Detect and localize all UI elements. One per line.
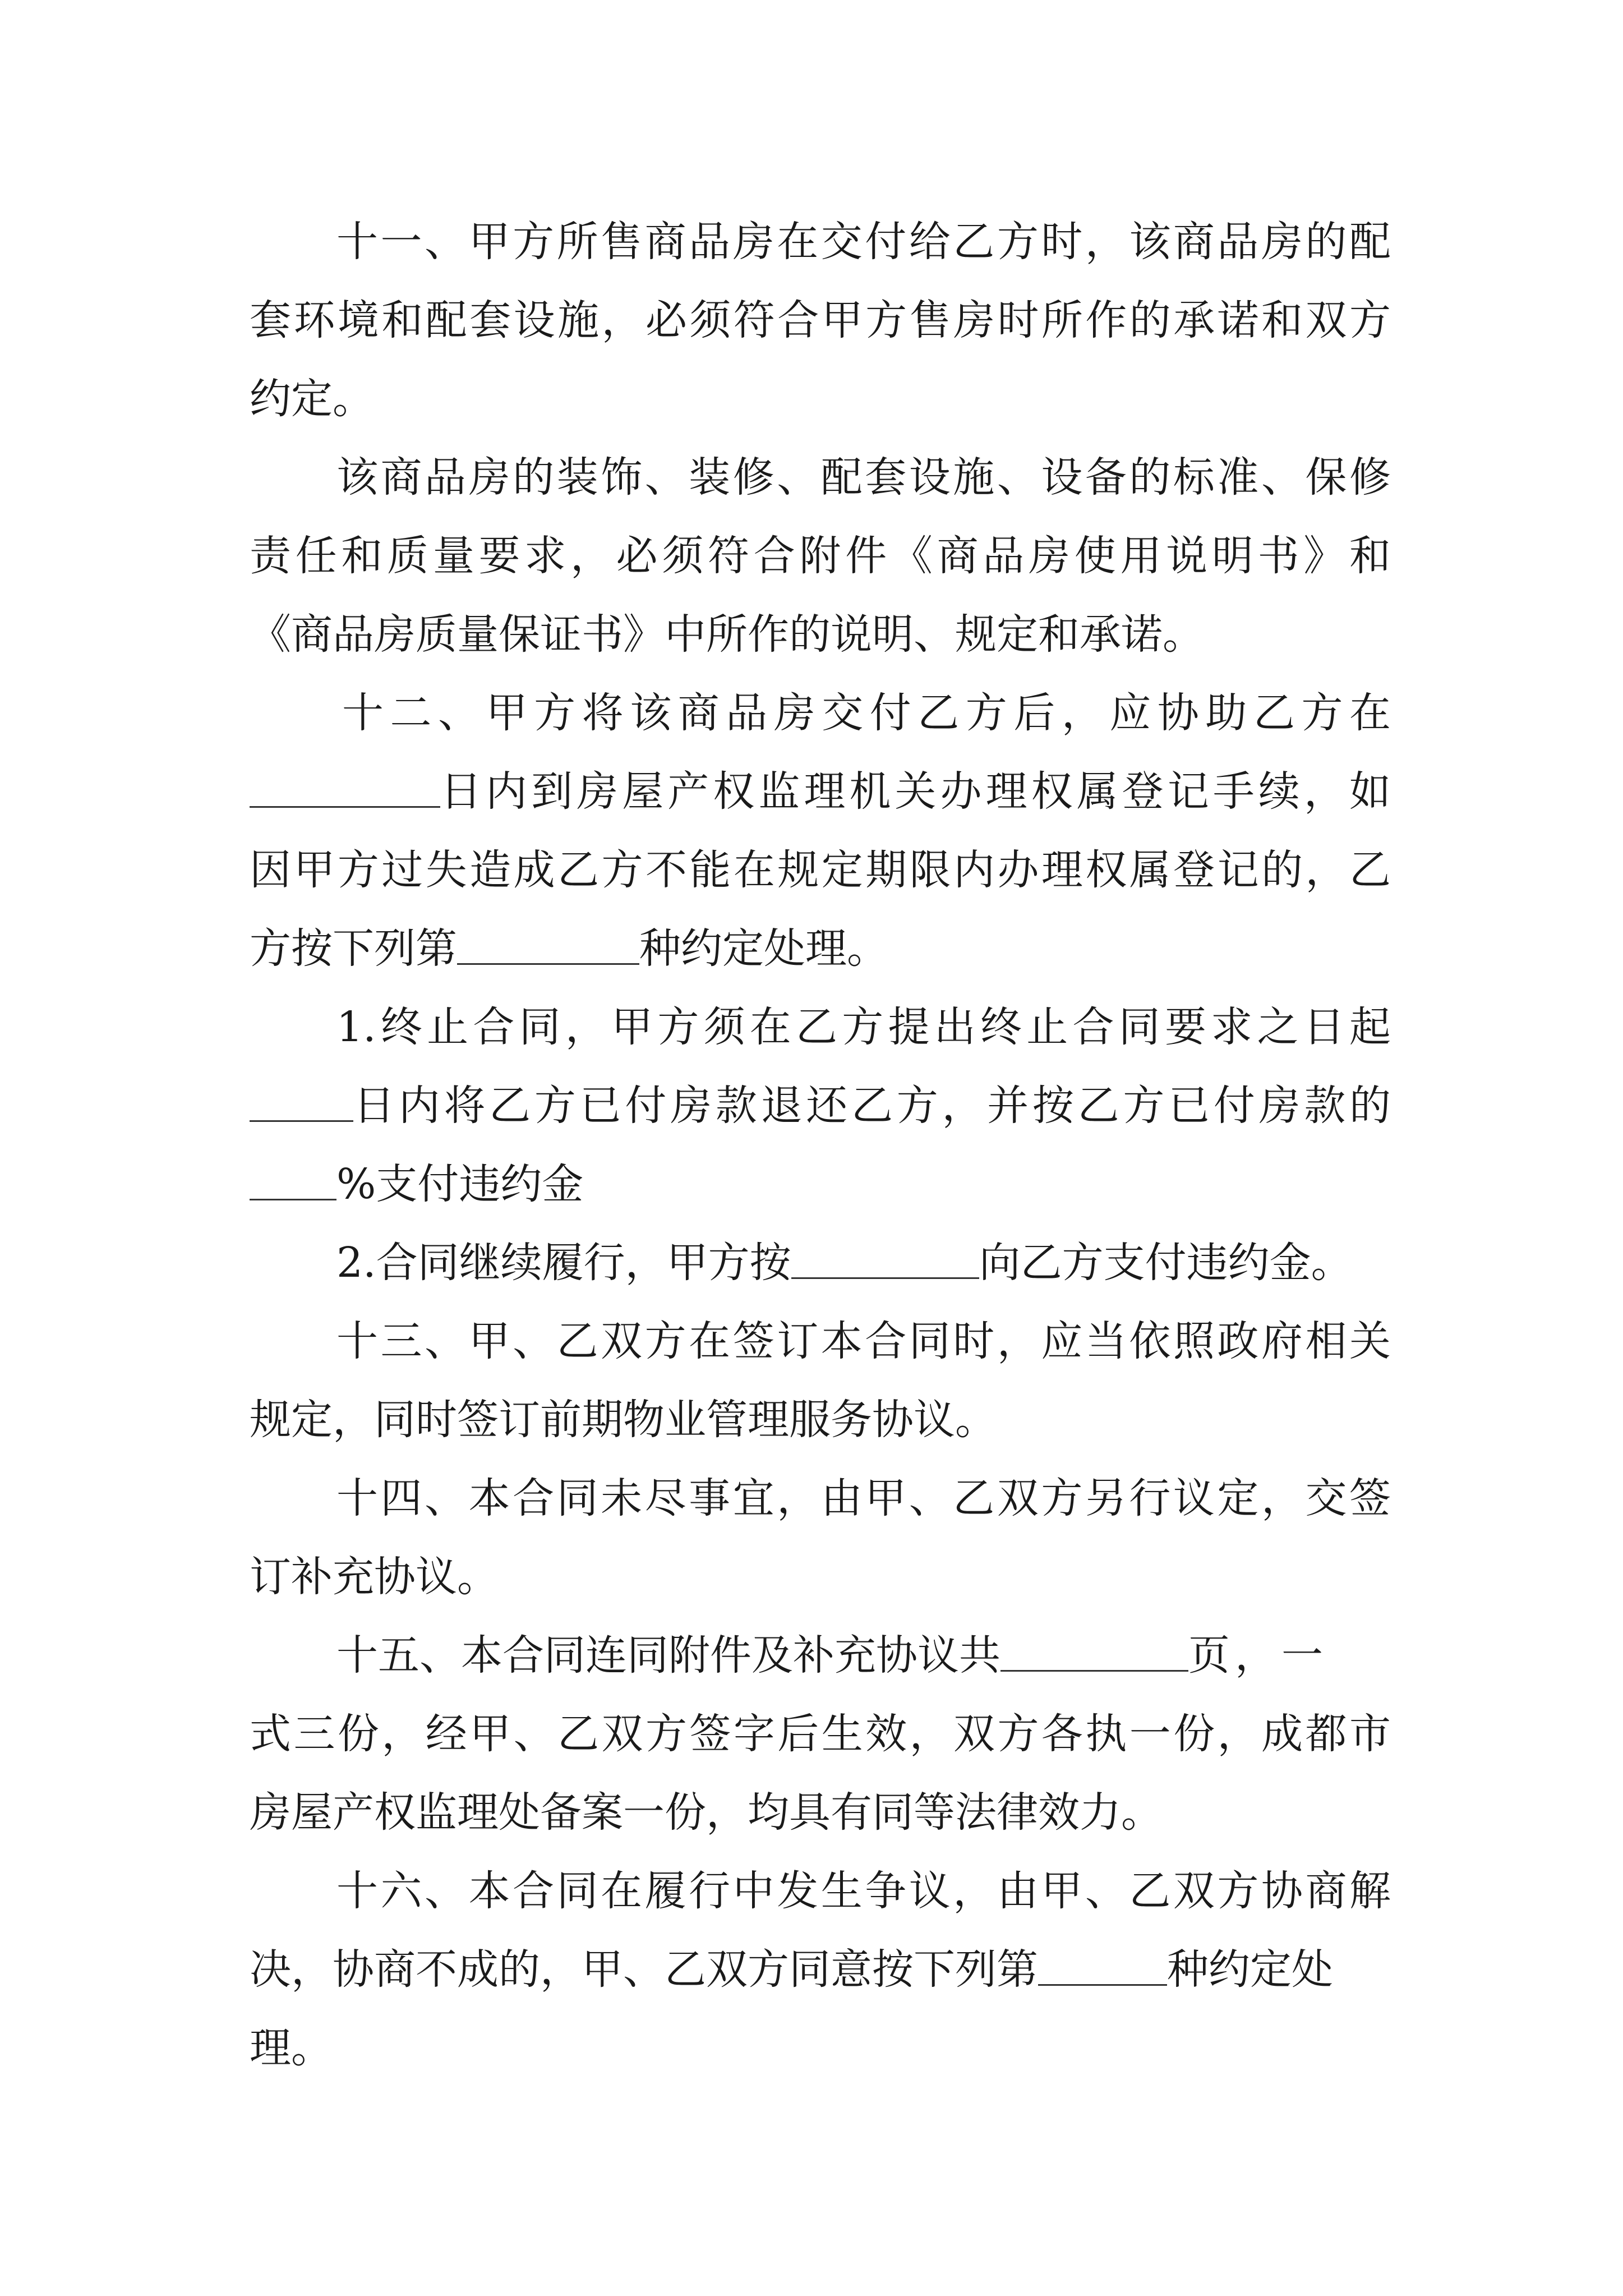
line-text: 规定，同时签订前期物业管理服务协议。: [250, 1396, 997, 1444]
paragraph-line: [250, 1930, 1391, 2009]
line-text: 种约定处: [1167, 1945, 1333, 1994]
paragraph-line: [250, 2009, 1391, 2087]
blank-field: [1038, 1950, 1167, 1986]
line-text: 1.终止合同，甲方须在乙方提出终止合同要求之日起: [336, 1003, 1391, 1051]
line-text: 十二、甲方将该商品房交付乙方后，应协助乙方在: [342, 689, 1391, 737]
line-text: 理。: [250, 2024, 333, 2072]
paragraph-line: [250, 281, 1391, 360]
line-text: 方按下列第: [250, 924, 457, 973]
line-text: 房屋产权监理处备案一份，均具有同等法律效力。: [250, 1788, 1163, 1837]
paragraph-line: [250, 1538, 1391, 1616]
blank-field: [791, 1244, 979, 1279]
line-text: 十六、本合同在履行中发生争议，由甲、乙双方协商解: [336, 1867, 1391, 1915]
line-text: 订补充协议。: [250, 1553, 499, 1601]
paragraph-line: [250, 1852, 1391, 1930]
paragraph-line: [250, 1145, 1391, 1223]
line-text: 页，一: [1188, 1631, 1323, 1680]
paragraph-line: [250, 1695, 1391, 1773]
line-text: 日内将乙方已付房款退还乙方，并按乙方已付房款的: [353, 1082, 1391, 1130]
paragraph-line: [250, 988, 1391, 1066]
paragraph-line: [250, 1773, 1391, 1852]
paragraph-line: [250, 360, 1391, 438]
paragraph-line: [250, 438, 1391, 517]
blank-field: [250, 1087, 353, 1122]
line-text: 因甲方过失造成乙方不能在规定期限内办理权属登记的，乙: [250, 846, 1391, 894]
paragraph-line: [250, 595, 1391, 674]
line-text: 套环境和配套设施，必须符合甲方售房时所作的承诺和双方: [250, 296, 1391, 344]
paragraph-line: [250, 831, 1391, 909]
blank-field: [250, 1165, 336, 1200]
line-text: 日内到房屋产权监理机关办理权属登记手续，如: [440, 767, 1391, 816]
line-text: %支付违约金: [336, 1160, 584, 1208]
line-text: 十五、本合同连同附件及补充协议共: [336, 1631, 1000, 1680]
line-text: 2.合同继续履行，甲方按: [336, 1239, 791, 1287]
blank-field: [1000, 1636, 1188, 1672]
paragraph-line: [250, 1616, 1391, 1695]
line-text: 约定。: [250, 375, 374, 423]
paragraph-line: [250, 752, 1391, 831]
paragraph-line: [250, 909, 1391, 988]
paragraph-line: [250, 1459, 1391, 1538]
line-text: 十三、甲、乙双方在签订本合同时，应当依照政府相关: [336, 1317, 1391, 1365]
blank-field: [250, 772, 440, 808]
line-text: 式三份，经甲、乙双方签字后生效，双方各执一份，成都市: [250, 1710, 1391, 1758]
line-text: 该商品房的装饰、装修、配套设施、设备的标准、保修: [336, 453, 1391, 501]
paragraph-line: [250, 674, 1391, 752]
line-text: 《商品房质量保证书》中所作的说明、规定和承诺。: [250, 610, 1204, 659]
paragraph-line: [250, 1066, 1391, 1145]
paragraph-line: [250, 1223, 1396, 1302]
line-text: 责任和质量要求，必须符合附件《商品房使用说明书》和: [250, 532, 1391, 580]
line-text: 决，协商不成的，甲、乙双方同意按下列第: [250, 1945, 1038, 1994]
paragraph-line: [250, 1381, 1391, 1459]
paragraph-line: [250, 1302, 1391, 1381]
paragraph-line: [250, 203, 1391, 281]
line-text: 十四、本合同未尽事宜，由甲、乙双方另行议定，交签: [336, 1474, 1391, 1522]
line-text: 十一、甲方所售商品房在交付给乙方时，该商品房的配: [336, 218, 1391, 266]
blank-field: [457, 930, 639, 965]
line-text: 向乙方支付违约金。: [979, 1239, 1353, 1287]
line-text: 种约定处理。: [639, 924, 888, 973]
paragraph-line: [250, 517, 1391, 595]
